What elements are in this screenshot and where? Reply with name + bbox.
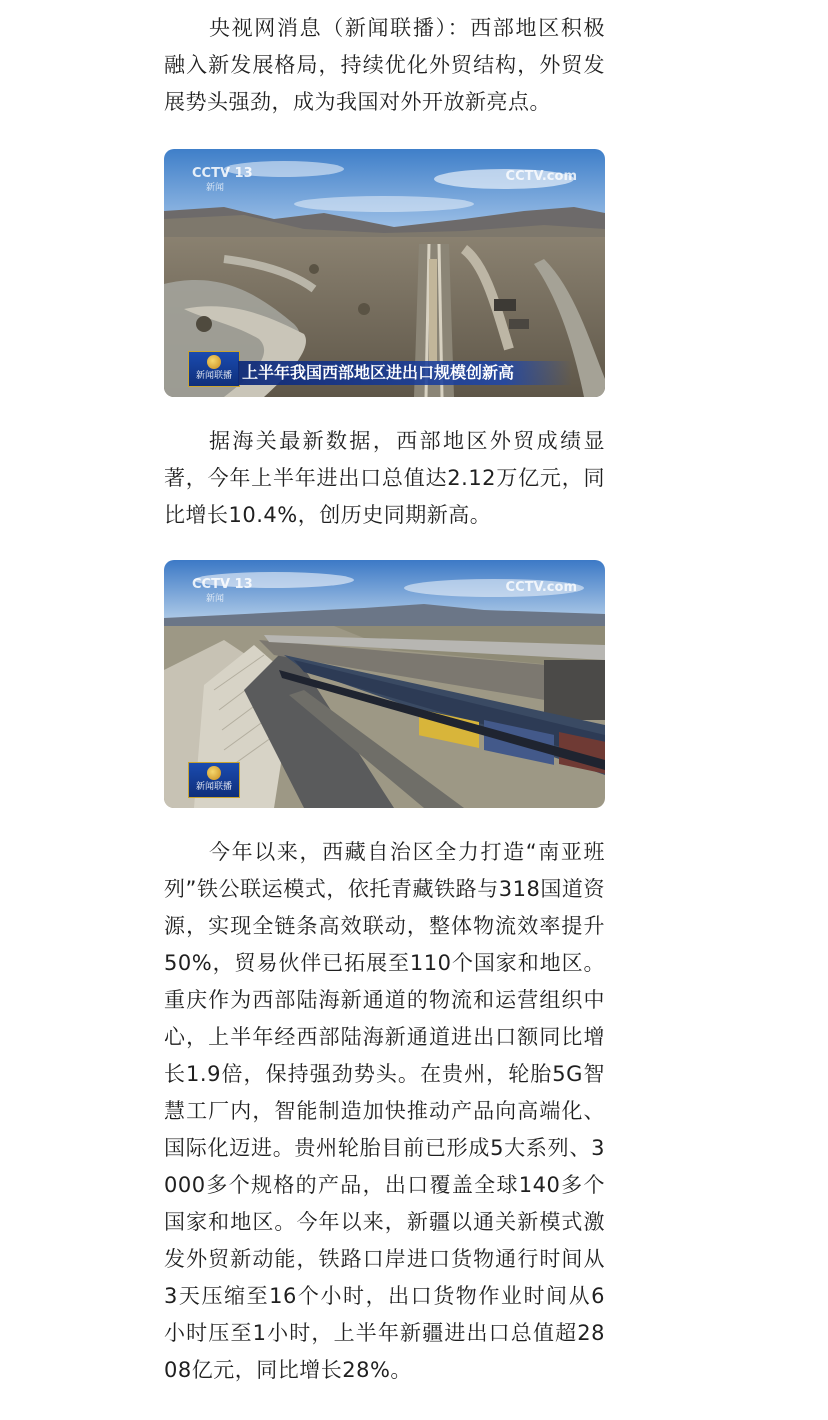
cctv-com-watermark: CCTV.com xyxy=(505,580,577,595)
news-photo-railway-valley[interactable] xyxy=(164,149,605,397)
xinwen-lianbo-badge: 新闻联播 xyxy=(188,762,240,798)
cctv-com-watermark: CCTV.com xyxy=(505,169,577,184)
cctv13-channel-logo: CCTV 13 新闻 xyxy=(192,577,253,604)
article-paragraph-customs-data: 据海关最新数据，西部地区外贸成绩显著，今年上半年进出口总值达2.12万亿元，同比增长10.4%，创历史同期新高。 xyxy=(164,429,605,527)
xinwen-lianbo-badge: 新闻联播 xyxy=(188,351,240,387)
globe-icon xyxy=(207,766,221,780)
news-caption-bar: 上半年我国西部地区进出口规模创新高 xyxy=(238,361,572,385)
cctv13-channel-logo: CCTV 13 新闻 xyxy=(192,166,253,193)
article-paragraph-intro: 央视网消息（新闻联播）：西部地区积极融入新发展格局，持续优化外贸结构，外贸发展势头强劲，成为我国对外开放新亮点。 xyxy=(164,16,605,114)
globe-icon xyxy=(207,355,221,369)
article-body xyxy=(164,0,605,1389)
news-photo-freight-station[interactable] xyxy=(164,560,605,808)
article-paragraph-regional-details: 今年以来，西藏自治区全力打造“南亚班列”铁公联运模式，依托青藏铁路与318国道资源，实现全链条高效联动，整体物流效率提升50%，贸易伙伴已拓展至110个国家和地区。重庆作为西部陆海新通道的物流和运营组织中心，上半年经西部陆海新通道进出口额同比增长1.9倍，保持强劲势头。在贵州，轮胎5G智慧工厂内，智能制造加快推动产品向高端化、国际化迈进。贵州轮胎目前已形成5大系列、3000多个规格的产品，出口覆盖全球140多个国家和地区。今年以来，新疆以通关新模式激发外贸新动能，铁路口岸进口货物通行时间从3天压缩至16个小时，出口货物作业时间从6小时压至1小时，上半年新疆进出口总值超2808亿元，同比增长28%。 xyxy=(164,840,605,1382)
